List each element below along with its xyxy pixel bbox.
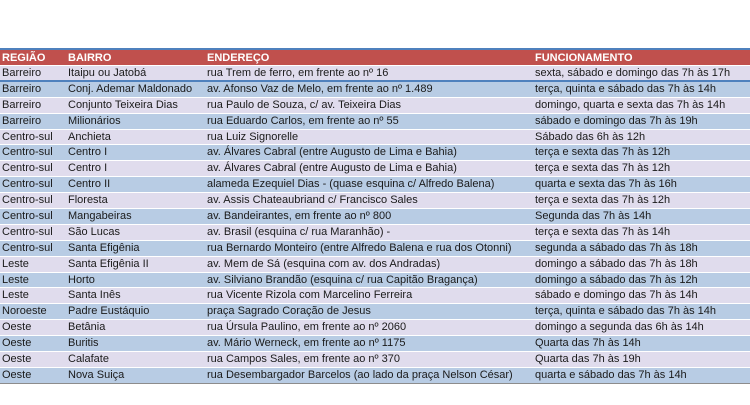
cell-endereco[interactable]: rua Trem de ferro, em frente ao nº 16 (207, 67, 389, 79)
cell-bairro[interactable]: Anchieta (68, 130, 111, 143)
cell-endereco[interactable]: av. Álvares Cabral (entre Augusto de Lima e Bahia) (207, 146, 457, 159)
cell-bairro[interactable]: São Lucas (68, 225, 120, 238)
cell-endereco[interactable]: av. Álvares Cabral (entre Augusto de Lima e Bahia) (207, 162, 457, 175)
cell-funcionamento[interactable]: Quarta das 7h às 19h (535, 353, 641, 366)
header-bairro: BAIRRO (68, 52, 112, 64)
cell-bairro[interactable]: Itaipu ou Jatobá (68, 67, 147, 79)
cell-funcionamento[interactable]: terça e sexta das 7h às 12h (535, 146, 671, 159)
cell-funcionamento[interactable]: segunda a sábado das 7h às 18h (535, 241, 698, 254)
spreadsheet-table (0, 50, 750, 384)
cell-bairro[interactable]: Centro II (68, 178, 111, 191)
cell-regiao[interactable]: Centro-sul (2, 194, 53, 207)
cell-funcionamento[interactable]: sexta, sábado e domingo das 7h às 17h (535, 67, 731, 79)
table-row[interactable] (0, 336, 750, 352)
table-row[interactable] (0, 288, 750, 304)
cell-bairro[interactable]: Buritis (68, 337, 99, 350)
cell-endereco[interactable]: rua Bernardo Monteiro (entre Alfredo Balena e rua dos Otonni) (207, 241, 512, 254)
cell-funcionamento[interactable]: Sábado das 6h às 12h (535, 130, 646, 143)
cell-endereco[interactable]: rua Vicente Rizola com Marcelino Ferreira (207, 289, 413, 302)
table-row[interactable] (0, 368, 750, 384)
cell-bairro[interactable]: Conj. Ademar Maldonado (68, 82, 193, 95)
cell-regiao[interactable]: Leste (2, 273, 29, 286)
table-row[interactable] (0, 161, 750, 177)
cell-funcionamento[interactable]: terça, quinta e sábado das 7h às 14h (535, 305, 717, 318)
cell-bairro[interactable]: Calafate (68, 353, 109, 366)
cell-regiao[interactable]: Barreiro (2, 67, 42, 79)
cell-endereco[interactable]: rua Desembargador Barcelos (ao lado da praça Nelson César) (207, 368, 513, 381)
cell-bairro[interactable]: Santa Efigênia (68, 241, 140, 254)
cell-regiao[interactable]: Centro-sul (2, 210, 53, 223)
cell-funcionamento[interactable]: domingo a segunda das 6h às 14h (535, 321, 704, 334)
cell-endereco[interactable]: rua Campos Sales, em frente ao nº 370 (207, 353, 400, 366)
table-row[interactable] (0, 98, 750, 114)
table-row[interactable] (0, 257, 750, 273)
cell-regiao[interactable]: Leste (2, 257, 29, 270)
cell-endereco[interactable]: av. Brasil (esquina c/ rua Maranhão) - (207, 225, 391, 238)
cell-funcionamento[interactable]: domingo, quarta e sexta das 7h às 14h (535, 98, 726, 111)
table-row[interactable] (0, 273, 750, 289)
table-row[interactable] (0, 320, 750, 336)
cell-regiao[interactable]: Centro-sul (2, 225, 53, 238)
cell-regiao[interactable]: Leste (2, 289, 29, 302)
header-funcionamento: FUNCIONAMENTO (535, 52, 633, 64)
cell-bairro[interactable]: Centro I (68, 162, 108, 175)
cell-regiao[interactable]: Noroeste (2, 305, 47, 318)
cell-regiao[interactable]: Centro-sul (2, 146, 53, 159)
cell-funcionamento[interactable]: quarta e sexta das 7h às 16h (535, 178, 677, 191)
cell-endereco[interactable]: av. Bandeirantes, em frente ao nº 800 (207, 210, 392, 223)
cell-regiao[interactable]: Barreiro (2, 114, 42, 127)
cell-endereco[interactable]: rua Luiz Signorelle (207, 130, 299, 143)
cell-endereco[interactable]: av. Mário Werneck, em frente ao nº 1175 (207, 337, 406, 350)
cell-endereco[interactable]: rua Eduardo Carlos, em frente ao nº 55 (207, 114, 399, 127)
table-row[interactable] (0, 130, 750, 146)
cell-bairro[interactable]: Santa Inês (68, 289, 121, 302)
cell-regiao[interactable]: Oeste (2, 337, 32, 350)
header-regiao: REGIÃO (2, 52, 46, 64)
cell-regiao[interactable]: Centro-sul (2, 130, 53, 143)
cell-funcionamento[interactable]: terça, quinta e sábado das 7h às 14h (535, 82, 717, 95)
cell-endereco[interactable]: praça Sagrado Coração de Jesus (207, 305, 371, 318)
cell-funcionamento[interactable]: domingo a sábado das 7h às 18h (535, 257, 698, 270)
table-body (0, 66, 750, 384)
cell-funcionamento[interactable]: terça e sexta das 7h às 12h (535, 162, 671, 175)
header-endereco: ENDEREÇO (207, 52, 270, 64)
cell-regiao[interactable]: Oeste (2, 368, 32, 381)
cell-funcionamento[interactable]: domingo a sábado das 7h às 12h (535, 273, 698, 286)
table-row[interactable] (0, 177, 750, 193)
cell-bairro[interactable]: Nova Suiça (68, 368, 125, 381)
cell-regiao[interactable]: Oeste (2, 321, 32, 334)
table-row[interactable] (0, 352, 750, 368)
cell-funcionamento[interactable]: Quarta das 7h às 14h (535, 337, 641, 350)
table-row[interactable] (0, 225, 750, 241)
cell-endereco[interactable]: rua Paulo de Souza, c/ av. Teixeira Dias (207, 98, 402, 111)
cell-endereco[interactable]: av. Afonso Vaz de Melo, em frente ao nº 1.489 (207, 82, 433, 95)
table-row[interactable] (0, 66, 750, 82)
cell-bairro[interactable]: Floresta (68, 194, 108, 207)
cell-bairro[interactable]: Centro I (68, 146, 108, 159)
cell-funcionamento[interactable]: terça e sexta das 7h às 14h (535, 225, 671, 238)
cell-regiao[interactable]: Barreiro (2, 82, 42, 95)
cell-funcionamento[interactable]: sábado e domingo das 7h às 14h (535, 289, 698, 302)
cell-endereco[interactable]: av. Assis Chateaubriand c/ Francisco Sales (207, 194, 418, 207)
cell-regiao[interactable]: Centro-sul (2, 178, 53, 191)
table-row[interactable] (0, 241, 750, 257)
cell-bairro[interactable]: Conjunto Teixeira Dias (68, 98, 178, 111)
cell-funcionamento[interactable]: quarta e sábado das 7h às 14h (535, 368, 687, 381)
table-row[interactable] (0, 304, 750, 320)
cell-funcionamento[interactable]: Segunda das 7h às 14h (535, 210, 652, 223)
cell-endereco[interactable]: av. Mem de Sá (esquina com av. dos Andradas) (207, 257, 441, 270)
cell-funcionamento[interactable]: sábado e domingo das 7h às 19h (535, 114, 698, 127)
cell-bairro[interactable]: Betânia (68, 321, 106, 334)
table-row[interactable] (0, 209, 750, 225)
cell-endereco[interactable]: av. Silviano Brandão (esquina c/ rua Capitão Bragança) (207, 273, 478, 286)
cell-regiao[interactable]: Oeste (2, 353, 32, 366)
cell-bairro[interactable]: Milionários (68, 114, 121, 127)
cell-regiao[interactable]: Centro-sul (2, 241, 53, 254)
cell-regiao[interactable]: Barreiro (2, 98, 42, 111)
table-header-row (0, 50, 750, 66)
cell-endereco[interactable]: alameda Ezequiel Dias - (quase esquina c/ Alfredo Balena) (207, 178, 495, 191)
cell-bairro[interactable]: Horto (68, 273, 95, 286)
cell-bairro[interactable]: Padre Eustáquio (68, 305, 150, 318)
cell-endereco[interactable]: rua Úrsula Paulino, em frente ao nº 2060 (207, 321, 407, 334)
cell-bairro[interactable]: Santa Efigênia II (68, 257, 149, 270)
table-row[interactable] (0, 114, 750, 130)
table-row[interactable] (0, 193, 750, 209)
table-row[interactable] (0, 145, 750, 161)
cell-bairro[interactable]: Mangabeiras (68, 210, 132, 223)
table-row[interactable] (0, 82, 750, 98)
cell-funcionamento[interactable]: terça e sexta das 7h às 12h (535, 194, 671, 207)
cell-regiao[interactable]: Centro-sul (2, 162, 53, 175)
